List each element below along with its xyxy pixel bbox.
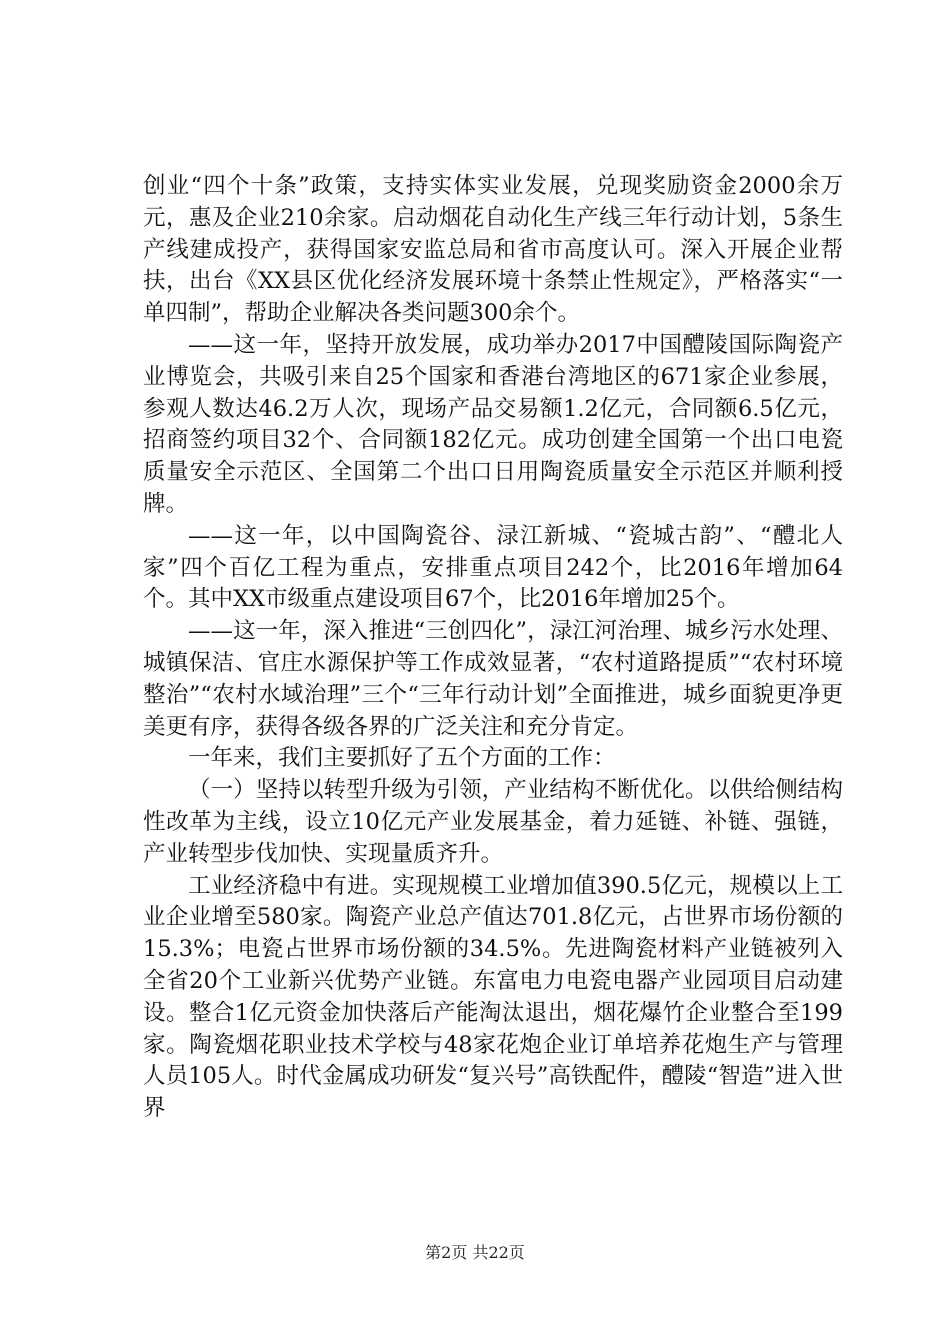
paragraph-4: ——这一年，深入推进“三创四化”，渌江河治理、城乡污水处理、城镇保洁、官庄水源保护等工作成效显著，“农村道路提质”“农村环境整治”“农村水域治理”三个“三年行动计划”全面推进，城乡面貌更净更美更有序，获得各级各界的广泛关注和充分肯定。 [143, 618, 843, 740]
paragraph-5: 一年来，我们主要抓好了五个方面的工作： [188, 745, 616, 772]
paragraph-6: （一）坚持以转型升级为引领，产业结构不断优化。以供给侧结构性改革为主线，设立10亿元产业发展基金，着力延链、补链、强链，产业转型步伐加快、实现量质齐升。 [143, 777, 843, 867]
page-number: 第2页 共22页 [425, 1243, 525, 1262]
page-footer [0, 1243, 950, 1263]
paragraph-2: ——这一年，坚持开放发展，成功举办2017中国醴陵国际陶瓷产业博览会，共吸引来自25个国家和香港台湾地区的671家企业参展，参观人数达46.2万人次，现场产品交易额1.2亿元，合同额6.5亿元，招商签约项目32个、合同额182亿元。成功创建全国第一个出口电瓷质量安全示范区、全国第二个出口日用陶瓷质量安全示范区并顺利授牌。 [143, 331, 843, 517]
paragraph-1: 创业“四个十条”政策，支持实体实业发展，兑现奖励资金2000余万元，惠及企业210余家。启动烟花自动化生产线三年行动计划，5条生产线建成投产，获得国家安监总局和省市高度认可。深入开展企业帮扶，出台《XX县区优化经济发展环境十条禁止性规定》，严格落实“一单四制”，帮助企业解决各类问题300余个。 [143, 173, 843, 327]
paragraph-3: ——这一年，以中国陶瓷谷、渌江新城、“瓷城古韵”、“醴北人家”四个百亿工程为重点，安排重点项目242个，比2016年增加64个。其中XX市级重点建设项目67个，比2016年增加25个。 [143, 522, 843, 613]
paragraph-7: 工业经济稳中有进。实现规模工业增加值390.5亿元，规模以上工业企业增至580家。陶瓷产业总产值达701.8亿元，占世界市场份额的15.3%；电瓷占世界市场份额的34.5%。先进陶瓷材料产业链被列入全省20个工业新兴优势产业链。东富电力电瓷电器产业园项目启动建设。整合1亿元资金加快落后产能淘汰退出，烟花爆竹企业整合至199家。陶瓷烟花职业技术学校与48家花炮企业订单培养花炮生产与管理人员105人。时代金属成功研发“复兴号”高铁配件，醴陵“智造”进入世界 [143, 872, 843, 1122]
document-body [143, 171, 843, 1125]
